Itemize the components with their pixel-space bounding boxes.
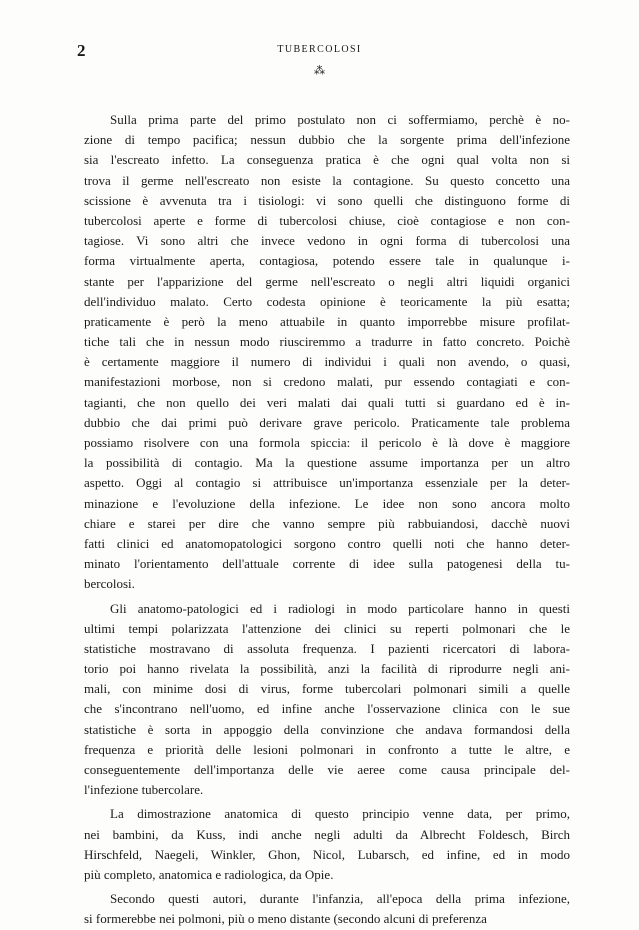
text-line: praticamente è però la meno attuabile in quanto imporrebbe misure profilat- (84, 313, 570, 329)
paragraph (84, 599, 570, 801)
text-line: aspetto. Oggi al contagio si attribuisce un'importanza essenziale per la deter- (84, 475, 570, 491)
text-line: sia l'escreato infetto. La conseguenza pratica è che ogni qual volta non si (84, 152, 570, 168)
text-line: mali, con minime dosi di virus, forme tubercolari polmonari simili a quelle (84, 681, 570, 697)
text-line: è certamente maggiore il numero di individui i quali non avendo, o quasi, (84, 354, 570, 370)
text-line: tubercolosi aperte e forme di tubercolosi chiuse, cioè contagiose e non con- (84, 212, 570, 228)
text-line: la possibilità di contagio. Ma la questione assume importanza per un altro (84, 455, 570, 471)
paragraph (84, 889, 570, 929)
text-line: frequenza e priorità delle lesioni polmonari in confronto a tutte le altre, e (84, 741, 570, 757)
text-line: Sulla prima parte del primo postulato non ci soffermiamo, perchè è no- (110, 112, 570, 127)
text-line: stante per l'apparizione del germe nell'escreato o negli altri liquidi organici (84, 273, 570, 289)
text-line: fatti clinici ed anatomopatologici sorgono contro quelli noti che hanno deter- (84, 535, 570, 551)
text-line: statistiche mostravano di assoluta frequenza. I pazienti ricercatori di labora- (84, 640, 570, 656)
text-line: bercolosi. (84, 576, 135, 592)
text-line: Secondo questi autori, durante l'infanzia, all'epoca della prima infezione, (110, 891, 570, 907)
text-line: possiamo risolvere con una formola spiccia: il pericolo è là dove è maggiore (84, 435, 570, 450)
text-line: ultimi tempi polarizzata l'attenzione dei clinici su reperti polmonari che le (84, 620, 570, 636)
text-line: statistiche è sorta in appoggio della convinzione che andava formandosi della (84, 721, 570, 737)
text-line: che s'incontrano nell'uomo, ed infine anche l'osservazione clinica con le sue (84, 701, 570, 717)
text-line: tagianti, che non quello dei veri malati dai quali tutti si guardano ed è in- (84, 394, 570, 410)
text-line: tiche tali che in nessun modo riusciremmo a tradurre in fatto concreto. Poichè (84, 334, 570, 350)
text-line: conseguentemente dell'importanza delle vie aeree come causa principale del- (84, 762, 570, 777)
text-line: l'infezione tubercolare. (84, 782, 204, 798)
text-line: chiare e starei per dire che vanno sempre più rabbuiandosi, dacchè nuovi (84, 515, 570, 531)
text-line: trova il germe nell'escreato non esiste la contagione. Su questo concetto una (84, 172, 570, 188)
text-line: dell'individuo malato. Certo codesta opinione è teoricamente la più esatta; (84, 293, 570, 309)
text-line: minato l'orientamento dell'attuale corrente di idee sulla patogenesi della tu- (84, 556, 570, 572)
page-number: 2 (77, 41, 86, 60)
text-line: si formerebbe nei polmoni, più o meno distante (secondo alcuni di preferenza (84, 911, 487, 927)
text-line: più completo, anatomica e radiologica, da Opie. (84, 866, 334, 882)
running-head: TUBERCOLOSI (277, 44, 362, 55)
text-line: dubbio che dai primi può derivare grave pericolo. Praticamente tale problema (84, 414, 570, 430)
text-line: zione di tempo pacifica; nessun dubbio che la sorgente prima dell'infezione (84, 132, 570, 148)
paragraph (84, 110, 570, 595)
text-line: tagiose. Vi sono altri che invece vedono in ogni forma di tubercolosi una (84, 233, 570, 249)
paragraph (84, 804, 570, 885)
text-line: manifestazioni morbose, non si credono malati, pur essendo contagiati e con- (84, 374, 570, 390)
text-line: La dimostrazione anatomica di questo principio venne data, per primo, (110, 806, 570, 822)
text-line: scissione è avvenuta tra i tisiologi: vi sono quelli che distinguono forme di (84, 192, 570, 208)
text-line: minazione e l'evoluzione della infezione. Le idee non sono ancora molto (84, 495, 570, 511)
text-line: forma virtualmente aperta, contagiosa, potendo essere tale in qualunque i- (84, 253, 570, 269)
text-line: Gli anatomo-patologici ed i radiologi in modo particolare hanno in questi (110, 600, 570, 616)
text-line: nei bambini, da Kuss, indi anche negli adulti da Albrecht Foldesch, Birch (84, 826, 570, 842)
body-text (84, 110, 570, 930)
text-line: torio poi hanno rivelata la possibilità, anzi la facilità di riprodurre negli ani- (84, 661, 570, 677)
asterism-ornament: ⁂ (314, 65, 325, 77)
text-line: Hirschfeld, Naegeli, Winkler, Ghon, Nicol, Lubarsch, ed infine, ed in modo (84, 846, 570, 862)
